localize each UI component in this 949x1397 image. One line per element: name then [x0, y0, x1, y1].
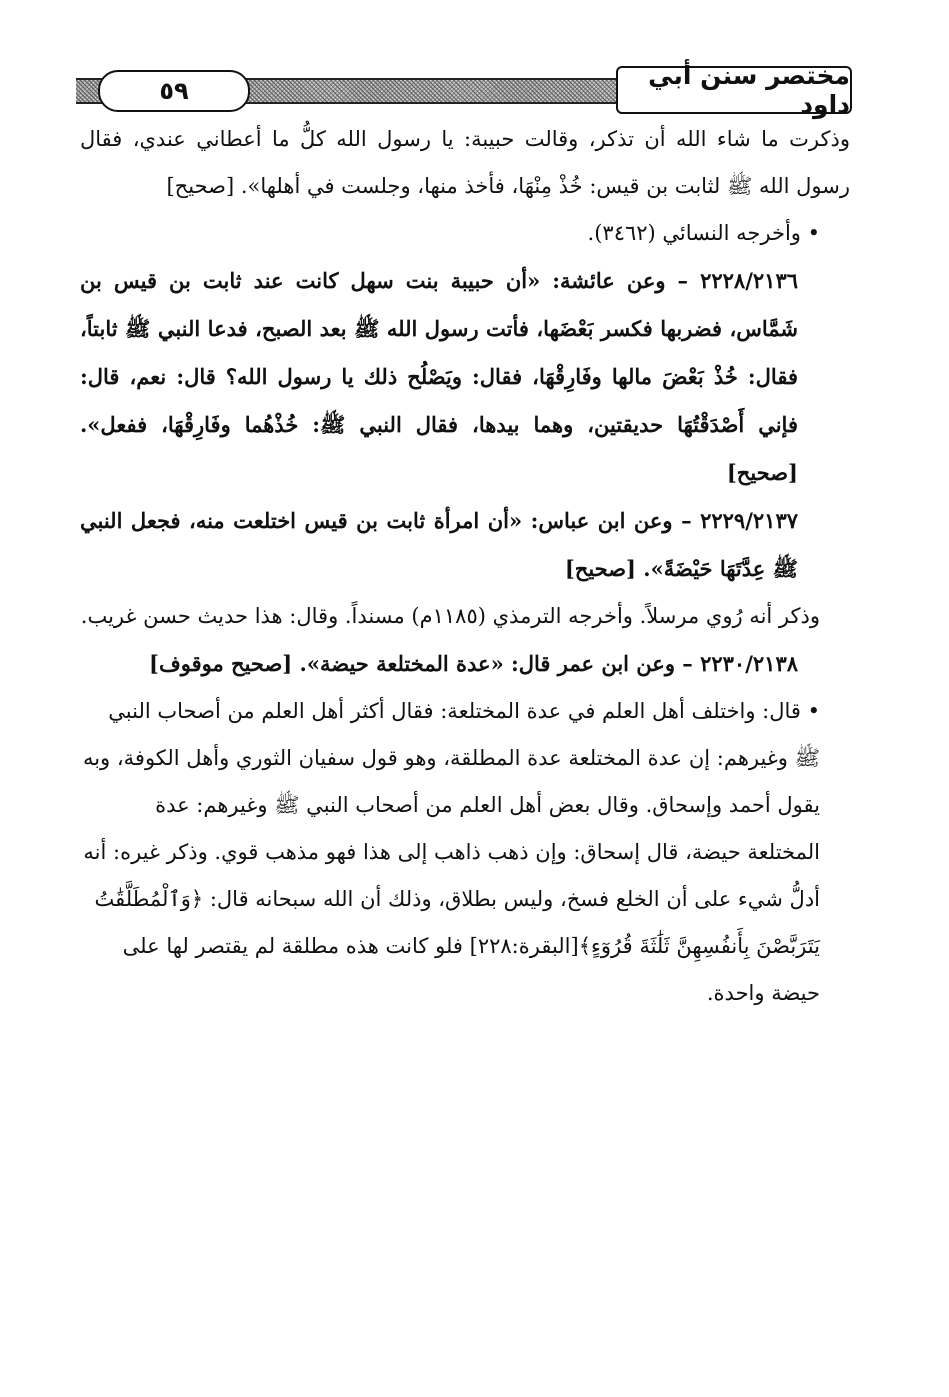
page-number-text: ٥٩: [159, 77, 189, 105]
hadith-number: ٢٢٣٠/٢١٣٨: [700, 651, 798, 676]
hadith-2228: [80, 257, 850, 497]
hadith-2230: [80, 640, 850, 688]
hadith-number: ٢٢٢٨/٢١٣٦: [700, 268, 798, 293]
hadith-number: ٢٢٢٩/٢١٣٧: [700, 508, 798, 533]
hadith-2229: [80, 497, 850, 593]
paragraph-text: • قال: واختلف أهل العلم في عدة المختلعة: فقال أكثر أهل العلم من أصحاب النبي ﷺ وغيرهم: إن عدة المختلعة عدة المطلقة، وهو قول سفيان الثوري وأهل الكوفة، وبه يقول أحمد وإسحاق. وقال بعض أهل العلم من أصحاب النبي ﷺ وغيرهم: عدة المختلعة حيضة، قال إسحاق: وإن ذهب ذاهب إلى هذا فهو مذهب قوي. وذكر غيره: أنه أدلُّ شيء على أن الخلع فسخ، وليس بطلاق، وذلك أن الله سبحانه قال: ﴿وَٱلْمُطَلَّقَٰتُ يَتَرَبَّصْنَ بِأَنفُسِهِنَّ ثَلَٰثَةَ قُرُوٓءٍ﴾[البقرة:٢٢٨] فلو كانت هذه مطلقة لم يقتصر لها على حيضة واحدة.: [82, 699, 820, 1005]
book-title: [616, 61, 852, 119]
paragraph-2-takhrij: [80, 210, 850, 257]
paragraph-text: وذكر أنه رُوي مرسلاً. وأخرجه الترمذي (١١٨٥م) مسنداً. وقال: هذا حديث حسن غريب.: [80, 604, 820, 628]
page-number: [98, 70, 250, 112]
page-content: [80, 116, 850, 1017]
paragraph-text: • وأخرجه النسائي (٣٤٦٢).: [587, 221, 820, 245]
hadith-text: – وعن ابن عباس: «أن امرأة ثابت بن قيس اختلعت منه، فجعل النبي ﷺ عِدَّتَهَا حَيْضَةً». [صحيح]: [80, 508, 798, 581]
page-header: [76, 61, 852, 119]
hadith-text: – وعن عائشة: «أن حبيبة بنت سهل كانت عند ثابت بن قيس بن شَمَّاس، فضربها فكسر بَعْضَها، فأتت رسول الله ﷺ بعد الصبح، فدعا النبي ﷺ ثابتاً، فقال: خُذْ بَعْضَ مالها وفَارِقْهَا، فقال: ويَصْلُح ذلك يا رسول الله؟ قال: نعم، قال: فإني أَصْدَقْتُهَا حديقتين، وهما بيدها، فقال النبي ﷺ: خُذْهُما وفَارِقْهَا، ففعل». [صحيح]: [80, 268, 798, 485]
paragraph-1: [80, 116, 850, 210]
paragraph-7-commentary: [80, 688, 850, 1017]
paragraph-text: وذكرت ما شاء الله أن تذكر، وقالت حبيبة: يا رسول الله كلُّ ما أعطاني عندي، فقال رسول الله ﷺ لثابت بن قيس: خُذْ مِنْهَا، فأخذ منها، وجلست في أهلها». [صحيح]: [80, 127, 850, 198]
book-title-text: مختصر سنن أبي داود: [648, 61, 850, 119]
hadith-text: – وعن ابن عمر قال: «عدة المختلعة حيضة». [صحيح موقوف]: [149, 651, 701, 676]
paragraph-5-note: [80, 593, 850, 640]
